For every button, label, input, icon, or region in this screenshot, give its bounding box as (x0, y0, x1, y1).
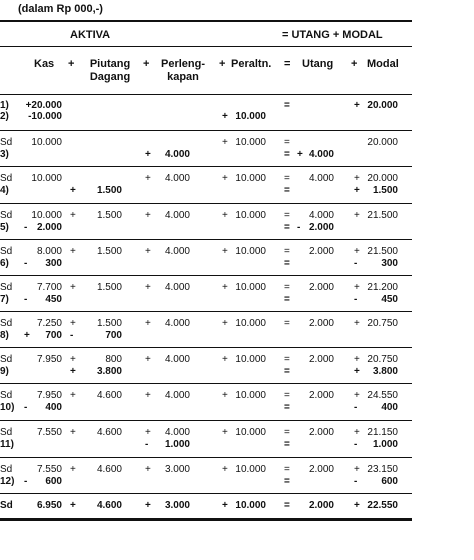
peralatan-value: 10.000 (235, 390, 266, 401)
row-label: Sd (0, 173, 13, 184)
modal-value: 21.500 (367, 246, 398, 257)
col-plus-2: + (143, 58, 150, 70)
modal-sign: - (354, 439, 358, 450)
perlengkapan-sign: + (145, 464, 151, 475)
modal-sign: + (354, 354, 360, 365)
peralatan-value: 10.000 (235, 246, 266, 257)
perlengkapan-sign: + (145, 390, 151, 401)
kas-value: 450 (45, 294, 62, 305)
top-rule (0, 20, 412, 22)
kas-sign: - (24, 294, 28, 305)
kas-sign: - (24, 222, 28, 233)
kas-value: 700 (45, 330, 62, 341)
kas-sign: - (24, 258, 28, 269)
row-label: 10) (0, 402, 15, 413)
row-label: Sd (0, 318, 13, 329)
modal-sign: - (354, 402, 358, 413)
piutang-value: 1.500 (96, 282, 122, 293)
modal-value: 1.000 (372, 439, 398, 450)
modal-sign: + (354, 246, 360, 257)
peralatan-sign: + (222, 282, 228, 293)
equals-sign: = (284, 222, 290, 233)
perlengkapan-value: 3.000 (164, 500, 190, 511)
modal-value: 21.200 (367, 282, 398, 293)
perlengkapan-value: 4.000 (164, 282, 190, 293)
col-modal: Modal (367, 58, 399, 70)
peralatan-value: 10.000 (235, 282, 266, 293)
piutang-sign: + (70, 246, 76, 257)
piutang-sign: + (70, 500, 76, 511)
piutang-value: 1.500 (96, 185, 122, 196)
peralatan-value: 10.000 (235, 427, 266, 438)
header-rule (0, 46, 412, 47)
col-plus-1: + (68, 58, 75, 70)
col-equals: = (284, 58, 291, 70)
bottom-rule (0, 518, 412, 521)
kas-value: 7.950 (36, 354, 62, 365)
kas-sign: + (24, 330, 30, 341)
kas-value: 10.000 (31, 137, 62, 148)
modal-value: 1.500 (372, 185, 398, 196)
modal-sign: + (354, 366, 360, 377)
group-rule (0, 130, 412, 131)
perlengkapan-value: 4.000 (164, 149, 190, 160)
group-rule (0, 493, 412, 494)
modal-sign: + (354, 318, 360, 329)
perlengkapan-value: 4.000 (164, 210, 190, 221)
perlengkapan-sign: + (145, 427, 151, 438)
equals-sign: = (284, 354, 290, 365)
row-label: Sd (0, 500, 13, 511)
kas-value: 300 (45, 258, 62, 269)
modal-sign: - (354, 294, 358, 305)
kas-value: 2.000 (36, 222, 62, 233)
kas-value: 10.000 (31, 210, 62, 221)
group-rule (0, 420, 412, 421)
group-rule (0, 275, 412, 276)
equals-sign: = (284, 282, 290, 293)
piutang-value: 1.500 (96, 318, 122, 329)
piutang-sign: + (70, 210, 76, 221)
perlengkapan-value: 4.000 (164, 390, 190, 401)
piutang-sign: + (70, 366, 76, 377)
piutang-value: 3.800 (96, 366, 122, 377)
modal-value: 450 (381, 294, 398, 305)
modal-value: 300 (381, 258, 398, 269)
modal-value: 600 (381, 476, 398, 487)
peralatan-sign: + (222, 464, 228, 475)
perlengkapan-sign: + (145, 149, 151, 160)
perlengkapan-value: 4.000 (164, 354, 190, 365)
utang-value: 4.000 (308, 210, 334, 221)
peralatan-value: 10.000 (235, 318, 266, 329)
equals-sign: = (284, 427, 290, 438)
kas-value: 600 (45, 476, 62, 487)
equals-sign: = (284, 246, 290, 257)
group-rule (0, 166, 412, 167)
row-label: Sd (0, 246, 13, 257)
utang-sign: + (297, 149, 303, 160)
modal-sign: - (354, 258, 358, 269)
peralatan-sign: + (222, 210, 228, 221)
row-label: 7) (0, 294, 9, 305)
perlengkapan-sign: + (145, 500, 151, 511)
equals-sign: = (284, 390, 290, 401)
modal-sign: + (354, 100, 360, 111)
perlengkapan-value: 4.000 (164, 318, 190, 329)
utang-value: 2.000 (308, 222, 334, 233)
equals-sign: = (284, 476, 290, 487)
piutang-sign: + (70, 427, 76, 438)
peralatan-value: 10.000 (235, 137, 266, 148)
row-label: Sd (0, 137, 13, 148)
row-label: 1) (0, 100, 9, 111)
col-peralatan: Peraltn. (231, 58, 272, 70)
perlengkapan-sign: + (145, 354, 151, 365)
piutang-value: 1.500 (96, 210, 122, 221)
modal-sign: + (354, 210, 360, 221)
kas-value: 7.950 (36, 390, 62, 401)
piutang-value: 4.600 (96, 390, 122, 401)
utang-value: 2.000 (308, 427, 334, 438)
utang-value: 2.000 (308, 246, 334, 257)
perlengkapan-value: 4.000 (164, 246, 190, 257)
row-label: 11) (0, 439, 14, 450)
group-rule (0, 311, 412, 312)
kas-value: +20.000 (25, 100, 62, 111)
peralatan-value: 10.000 (235, 210, 266, 221)
modal-value: 20.750 (367, 354, 398, 365)
piutang-value: 4.600 (96, 500, 122, 511)
equals-sign: = (284, 137, 290, 148)
modal-sign: + (354, 185, 360, 196)
equals-sign: = (284, 500, 290, 511)
modal-value: 22.550 (367, 500, 398, 511)
utang-value: 2.000 (308, 464, 334, 475)
row-label: Sd (0, 354, 13, 365)
piutang-value: 1.500 (96, 246, 122, 257)
row-label: Sd (0, 282, 13, 293)
col-piutang-dagang: Piutang Dagang (89, 58, 131, 83)
equals-sign: = (284, 366, 290, 377)
kas-sign: - (24, 402, 28, 413)
piutang-sign: + (70, 464, 76, 475)
piutang-value: 800 (105, 354, 122, 365)
row-label: 6) (0, 258, 9, 269)
group-rule (0, 347, 412, 348)
row-label: 12) (0, 476, 15, 487)
peralatan-sign: + (222, 173, 228, 184)
modal-sign: + (354, 427, 360, 438)
col-utang: Utang (302, 58, 334, 70)
row-label: 4) (0, 185, 9, 196)
modal-value: 21.150 (367, 427, 398, 438)
equals-sign: = (284, 100, 290, 111)
peralatan-sign: + (222, 137, 228, 148)
row-label: 8) (0, 330, 9, 341)
kas-value: 400 (45, 402, 62, 413)
equals-sign: = (284, 464, 290, 475)
equals-sign: = (284, 210, 290, 221)
equals-sign: = (284, 402, 290, 413)
modal-value: 23.150 (367, 464, 398, 475)
modal-sign: - (354, 476, 358, 487)
equals-sign: = (284, 318, 290, 329)
col-plus-3: + (219, 58, 226, 70)
perlengkapan-sign: - (145, 439, 149, 450)
utang-value: 4.000 (308, 149, 334, 160)
modal-value: 400 (381, 402, 398, 413)
perlengkapan-value: 1.000 (164, 439, 190, 450)
equals-sign: = (284, 149, 290, 160)
peralatan-value: 10.000 (235, 500, 266, 511)
perlengkapan-sign: + (145, 246, 151, 257)
piutang-sign: + (70, 282, 76, 293)
row-label: 2) (0, 111, 9, 122)
utang-value: 4.000 (308, 173, 334, 184)
kas-value: 8.000 (36, 246, 62, 257)
modal-value: 20.000 (367, 100, 398, 111)
page-title: (dalam Rp 000,-) (18, 3, 103, 15)
equals-sign: = (284, 294, 290, 305)
group-rule (0, 239, 412, 240)
modal-sign: + (354, 390, 360, 401)
group-rule (0, 457, 412, 458)
aktiva-header: AKTIVA (70, 29, 111, 41)
col-perlengkapan: Perleng- kapan (160, 58, 205, 83)
piutang-value: 4.600 (96, 464, 122, 475)
perlengkapan-sign: + (145, 282, 151, 293)
group-rule (0, 383, 412, 384)
utang-value: 2.000 (308, 500, 334, 511)
utang-value: 2.000 (308, 390, 334, 401)
piutang-sign: + (70, 390, 76, 401)
modal-value: 24.550 (367, 390, 398, 401)
kas-value: -10.000 (28, 111, 62, 122)
perlengkapan-value: 3.000 (164, 464, 190, 475)
piutang-sign: - (70, 330, 74, 341)
perlengkapan-sign: + (145, 318, 151, 329)
utang-value: 2.000 (308, 318, 334, 329)
row-label: 5) (0, 222, 9, 233)
modal-value: 20.000 (367, 173, 398, 184)
row-label: Sd (0, 427, 13, 438)
utang-value: 2.000 (308, 282, 334, 293)
peralatan-sign: + (222, 318, 228, 329)
kas-value: 7.550 (36, 464, 62, 475)
row-label: Sd (0, 210, 13, 221)
row-label: 3) (0, 149, 9, 160)
col-kas: Kas (34, 58, 55, 70)
modal-sign: + (354, 500, 360, 511)
row-label: Sd (0, 390, 13, 401)
utang-sign: - (297, 222, 301, 233)
utang-modal-header: = UTANG + MODAL (282, 29, 383, 41)
peralatan-sign: + (222, 246, 228, 257)
col-plus-4: + (351, 58, 358, 70)
column-header-rule (0, 94, 412, 95)
equals-sign: = (284, 173, 290, 184)
kas-value: 6.950 (36, 500, 62, 511)
utang-value: 2.000 (308, 354, 334, 365)
kas-value: 10.000 (31, 173, 62, 184)
modal-value: 20.750 (367, 318, 398, 329)
modal-sign: + (354, 282, 360, 293)
modal-value: 21.500 (367, 210, 398, 221)
equals-sign: = (284, 439, 290, 450)
perlengkapan-value: 4.000 (164, 173, 190, 184)
piutang-sign: + (70, 318, 76, 329)
modal-value: 20.000 (367, 137, 398, 148)
peralatan-value: 10.000 (235, 173, 266, 184)
perlengkapan-sign: + (145, 210, 151, 221)
peralatan-sign: + (222, 427, 228, 438)
peralatan-value: 10.000 (235, 464, 266, 475)
modal-sign: + (354, 464, 360, 475)
row-label: Sd (0, 464, 13, 475)
equals-sign: = (284, 258, 290, 269)
modal-sign: + (354, 173, 360, 184)
group-rule (0, 203, 412, 204)
perlengkapan-value: 4.000 (164, 427, 190, 438)
row-label: 9) (0, 366, 9, 377)
kas-sign: - (24, 476, 28, 487)
equals-sign: = (284, 185, 290, 196)
peralatan-sign: + (222, 500, 228, 511)
piutang-value: 4.600 (96, 427, 122, 438)
peralatan-value: 10.000 (235, 111, 266, 122)
kas-value: 7.550 (36, 427, 62, 438)
piutang-sign: + (70, 185, 76, 196)
peralatan-sign: + (222, 354, 228, 365)
piutang-value: 700 (105, 330, 122, 341)
piutang-sign: + (70, 354, 76, 365)
peralatan-value: 10.000 (235, 354, 266, 365)
peralatan-sign: + (222, 390, 228, 401)
peralatan-sign: + (222, 111, 228, 122)
modal-value: 3.800 (372, 366, 398, 377)
kas-value: 7.250 (36, 318, 62, 329)
perlengkapan-sign: + (145, 173, 151, 184)
kas-value: 7.700 (36, 282, 62, 293)
